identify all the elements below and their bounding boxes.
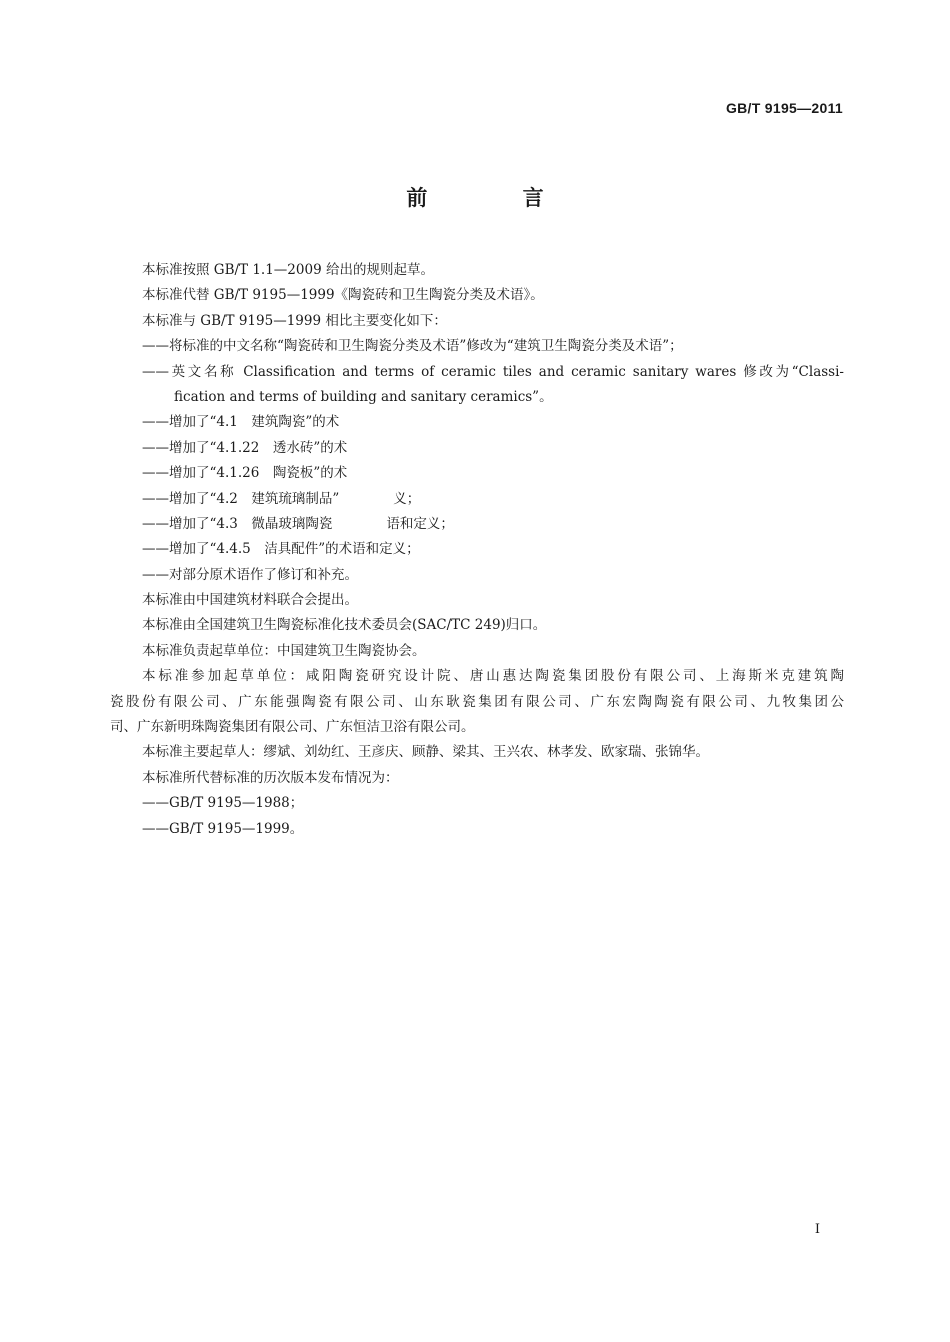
change-item: ——增加了“4.4.5 洁具配件”的术语和定义；: [142, 541, 420, 558]
page-number: I: [814, 1222, 820, 1237]
paragraph-participating-drafters: 本标准参加起草单位：咸阳陶瓷研究设计院、唐山惠达陶瓷集团股份有限公司、上海斯米克建筑陶: [142, 668, 844, 685]
paragraph-proposer: 本标准由中国建筑材料联合会提出。: [142, 592, 358, 609]
page-title: 前 言: [406, 186, 588, 210]
paragraph-changes-intro: 本标准与 GB/T 9195—1999 相比主要变化如下：: [142, 312, 447, 329]
change-item: ——增加了“4.3 微晶玻璃陶瓷 语和定义；: [142, 515, 454, 532]
paragraph-participating-drafters-end: 司、广东新明珠陶瓷集团有限公司、广东恒洁卫浴有限公司。: [110, 719, 475, 736]
change-item: ——增加了“4.2 建筑琉璃制品” 义；: [142, 490, 421, 507]
version-history-item: ——GB/T 9195—1999。: [142, 820, 304, 837]
paragraph-replaces: 本标准代替 GB/T 9195—1999《陶瓷砖和卫生陶瓷分类及术语》。: [142, 287, 544, 304]
paragraph-lead-drafter: 本标准负责起草单位：中国建筑卫生陶瓷协会。: [142, 642, 426, 659]
paragraph-participating-drafters-continued: 瓷股份有限公司、广东能强陶瓷有限公司、山东耿瓷集团有限公司、广东宏陶陶瓷有限公司、九牧集团公: [110, 693, 844, 710]
paragraph-committee: 本标准由全国建筑卫生陶瓷标准化技术委员会(SAC/TC 249)归口。: [142, 617, 547, 634]
paragraph-drafting-rules: 本标准按照 GB/T 1.1—2009 给出的规则起草。: [142, 262, 434, 278]
change-item-continued: fication and terms of building and sanitary ceramics”。: [174, 388, 553, 405]
paragraph-version-history-intro: 本标准所代替标准的历次版本发布情况为：: [142, 769, 399, 786]
paragraph-main-drafters: 本标准主要起草人：缪斌、刘幼红、王彦庆、顾静、梁其、王兴农、林孝发、欧家瑞、张锦华。: [142, 744, 709, 761]
change-item: ——增加了“4.1.26 陶瓷板”的术: [142, 465, 348, 482]
document-body: [110, 258, 844, 842]
change-item: ——英文名称 Classification and terms of ceramic tiles and ceramic sanitary wares 修改为“Classi-: [142, 363, 844, 380]
change-item: ——对部分原术语作了修订和补充。: [142, 566, 358, 583]
change-item: ——增加了“4.1.22 透水砖”的术: [142, 439, 348, 456]
change-item: ——将标准的中文名称“陶瓷砖和卫生陶瓷分类及术语”修改为“建筑卫生陶瓷分类及术语”；: [142, 338, 683, 355]
change-item: ——增加了“4.1 建筑陶瓷”的术: [142, 414, 340, 431]
version-history-item: ——GB/T 9195—1988；: [142, 795, 304, 812]
standard-code: GB/T 9195—2011: [725, 100, 843, 116]
